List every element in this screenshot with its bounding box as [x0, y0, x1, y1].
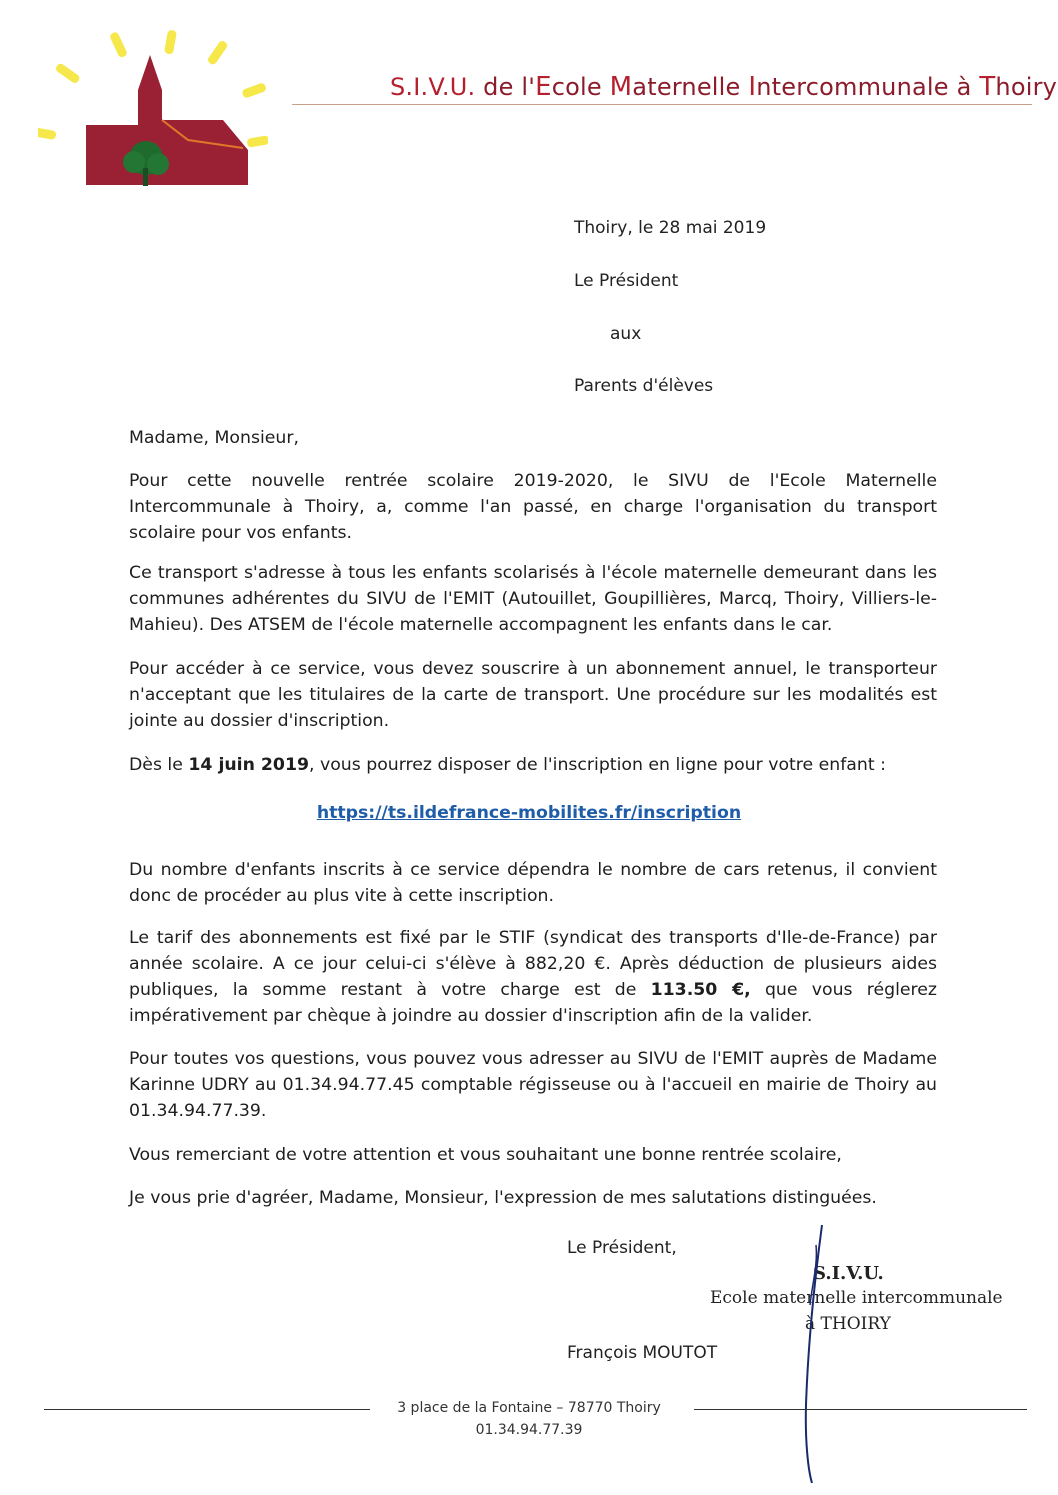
recipient: Parents d'élèves [574, 376, 714, 396]
text: Dès le [129, 755, 189, 775]
stamp-line: Ecole maternelle intercommunale [710, 1288, 1003, 1308]
title-part: cole [551, 73, 610, 101]
paragraph-text: Je vous prie d'agréer, Madame, Monsieur, l'expression de mes salutations distinguées. [129, 1188, 877, 1208]
title-part: aternelle [632, 73, 749, 101]
school-logo-icon [38, 30, 268, 200]
paragraph-text: Pour cette nouvelle rentrée scolaire 2019-2020, le SIVU de l'Ecole Maternelle Intercommunale à Thoiry, a, comme l'an passé, en charge l'organisation du transport scolaire pour vos enfants. [129, 471, 937, 543]
amount: 113.50 €, [650, 980, 751, 1000]
paragraph-8 [129, 1142, 937, 1168]
place-date: Thoiry, le 28 mai 2019 [574, 218, 767, 238]
sender: Le Président [574, 271, 679, 291]
footer-phone: 01.34.94.77.39 [475, 1422, 583, 1438]
registration-link[interactable]: https://ts.ildefrance-mobilites.fr/inscription [316, 803, 742, 823]
stamp-line: à THOIRY [805, 1314, 891, 1334]
title-part: ntercommunale à [756, 73, 980, 101]
title-part: hoiry [995, 73, 1058, 101]
text: , vous pourrez disposer de l'inscription en ligne pour votre enfant : [309, 755, 886, 775]
registration-date: 14 juin 2019 [188, 755, 310, 775]
text: Le tarif des abonnements est fixé par le STIF (syndicat des transports d'Ile-de-France) par année scolaire. A ce jour celui-ci s'élève à 882,20 €. Après déduction de plusieurs aides publiques, la somme restant à votre charge est de [129, 928, 937, 1000]
signatory: François MOUTOT [567, 1343, 718, 1363]
paragraph-text: Vous remerciant de votre attention et vous souhaitant une bonne rentrée scolaire, [129, 1145, 842, 1165]
title-initial: T [979, 72, 996, 102]
header-title [390, 72, 1057, 102]
paragraph-6 [129, 925, 937, 1029]
title-sivu: S.I.V.U. [390, 73, 476, 101]
title-initial: E [535, 72, 552, 102]
paragraph-text: Pour accéder à ce service, vous devez souscrire à un abonnement annuel, le transporteur n'acceptant que les titulaires de la carte de transport. Une procédure sur les modalités est jointe au dossier d'inscription. [129, 659, 937, 731]
title-initial: M [609, 72, 633, 102]
paragraph-2 [129, 560, 937, 638]
stamp-line: S.I.V.U. [813, 1263, 884, 1284]
title-part: de l' [475, 73, 536, 101]
paragraph-text: Du nombre d'enfants inscrits à ce service dépendra le nombre de cars retenus, il convient donc de procéder au plus vite à cette inscription. [129, 860, 937, 906]
to-label: aux [610, 324, 642, 344]
paragraph-9 [129, 1185, 937, 1211]
paragraph-3 [129, 656, 937, 734]
closing: Le Président, [567, 1238, 677, 1258]
paragraph-7 [129, 1046, 937, 1124]
title-initial: I [748, 72, 757, 102]
signature-icon [790, 1225, 840, 1485]
header-divider [292, 104, 1032, 105]
paragraph-4 [129, 752, 937, 778]
paragraph-1 [129, 468, 937, 546]
footer-address: 3 place de la Fontaine – 78770 Thoiry [397, 1400, 661, 1416]
paragraph-5 [129, 857, 937, 909]
salutation: Madame, Monsieur, [129, 428, 299, 448]
text: que vous réglerez impérativement par chèque à joindre au dossier d'inscription afin de la valider. [129, 980, 937, 1026]
paragraph-text: Ce transport s'adresse à tous les enfants scolarisés à l'école maternelle demeurant dans les communes adhérentes du SIVU de l'EMIT (Autouillet, Goupillières, Marcq, Thoiry, Villiers-le-Mahieu). Des ATSEM de l'école maternelle accompagnent les enfants dans le car. [129, 563, 937, 635]
paragraph-text: Pour toutes vos questions, vous pouvez vous adresser au SIVU de l'EMIT auprès de Madame Karinne UDRY au 01.34.94.77.45 comptable régisseuse ou à l'accueil en mairie de Thoiry au 01.34.94.77.39. [129, 1049, 937, 1121]
